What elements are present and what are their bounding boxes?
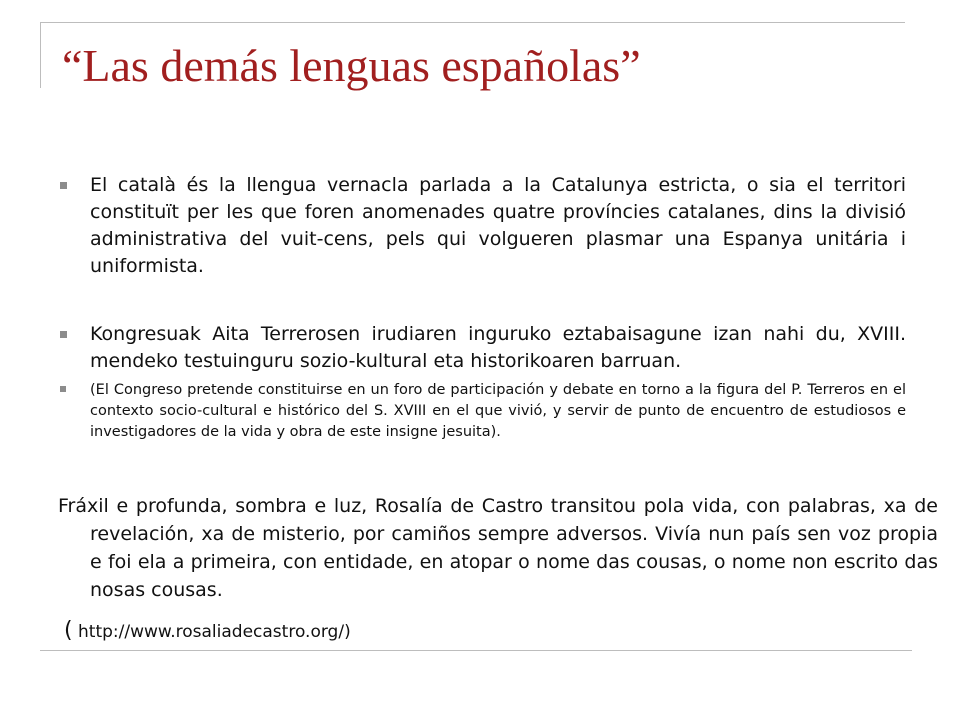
source-close-paren: ) (344, 622, 351, 642)
frame-left-line (40, 22, 41, 88)
bullet-catalan (58, 172, 906, 280)
bullet-list (58, 172, 906, 443)
source-citation (64, 618, 351, 645)
source-open-paren: ( (64, 618, 73, 643)
galician-paragraph: Fráxil e profunda, sombra e luz, Rosalía de Castro transitou pola vida, con palabras, xa de revelación, xa de misterio, por camiños sempre adversos. Vivía nun país sen voz propia e foi ela a primeira, con entidade, en atopar o nome das cousas, o nome non escrito das nosas cousas. (58, 495, 938, 601)
bullet-text-catalan: El català és la llengua vernacla parlada a la Catalunya estricta, o sia el territori constituït per les que foren anomenades quatre províncies catalanes, dins la divisió administrativa del vuit-cens, pels qui volgueren plasmar una Espanya unitária i uniformista. (90, 174, 906, 277)
bullet-marker-icon (60, 331, 67, 338)
slide-title: “Las demás lenguas españolas” (62, 40, 641, 91)
bullet-marker-icon (60, 182, 67, 189)
bullet-text-spanish-translation: (El Congreso pretende constituirse en un foro de participación y debate en torno a la figura del P. Terreros en el contexto socio-cultural e histórico del S. XVIII en el que vivió, y servir de punto de encuentro de estudiosos e investigadores de la vida y obra de este insigne jesuita). (90, 382, 906, 440)
bullet-marker-icon (60, 386, 66, 392)
frame-bottom-line (40, 650, 912, 651)
bullet-spanish-translation (58, 380, 906, 443)
bullet-basque (58, 321, 906, 375)
frame-top-line (40, 22, 905, 23)
source-url-link[interactable]: http://www.rosaliadecastro.org/ (78, 622, 345, 642)
bullet-text-basque: Kongresuak Aita Terrerosen irudiaren inguruko eztabaisagune izan nahi du, XVIII. mendeko testuinguru sozio-kultural eta historikoaren barruan. (90, 323, 906, 372)
